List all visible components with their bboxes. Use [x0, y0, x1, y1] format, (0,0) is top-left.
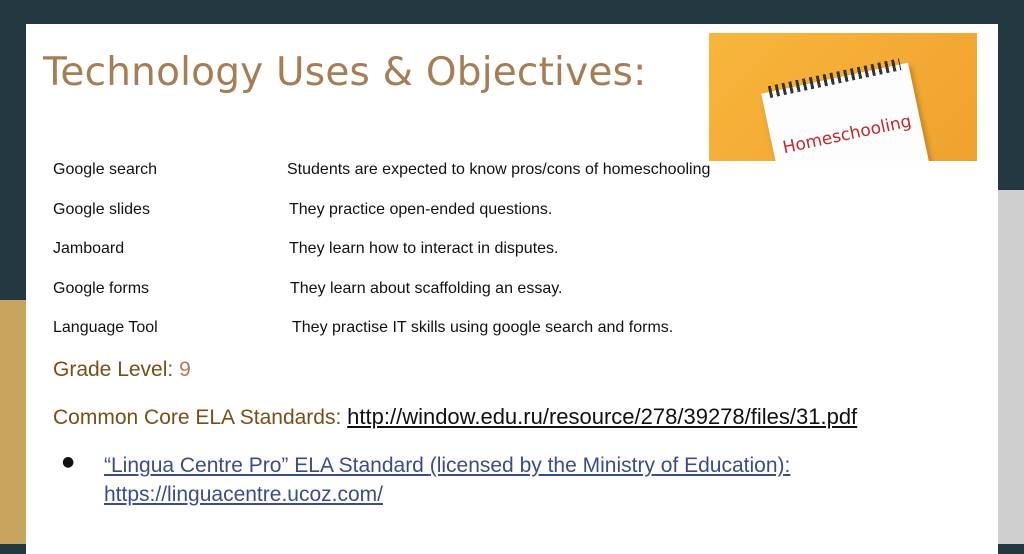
lingua-centre-link[interactable] [104, 451, 904, 509]
standards-link[interactable]: http://window.edu.ru/resource/278/39278/files/31.pdf [347, 404, 858, 429]
tool-name: Google slides [53, 201, 150, 218]
tool-objective: They learn how to interact in disputes. [289, 240, 559, 257]
tool-objective: Students are expected to know pros/cons of homeschooling [287, 161, 711, 178]
grade-level-label: Grade Level: [53, 358, 180, 381]
tool-objective: They practise IT skills using google search and forms. [292, 319, 674, 336]
notepad-caption: Homeschooling [780, 111, 914, 159]
grade-level [53, 358, 191, 382]
grade-level-value: 9 [179, 358, 191, 381]
lingua-centre-link-line1[interactable]: “Lingua Centre Pro” ELA Standard (licensed by the Ministry of Education): [104, 454, 791, 477]
bullet-icon: ● [62, 454, 75, 470]
spiral-binding [768, 58, 902, 98]
notepad-graphic [761, 63, 931, 161]
homeschooling-image [709, 33, 977, 161]
slide [26, 24, 998, 554]
tool-objective: They learn about scaffolding an essay. [290, 280, 563, 297]
tool-name: Google search [53, 161, 158, 178]
standards-label: Common Core ELA Standards: [53, 406, 348, 429]
slide-title: Technology Uses & Objectives: [43, 50, 647, 95]
tool-name: Language Tool [53, 319, 158, 336]
standards-line [53, 404, 857, 430]
tool-objective: They practice open-ended questions. [289, 201, 553, 218]
lingua-centre-link-line2[interactable]: https://linguacentre.ucoz.com/ [104, 483, 383, 506]
tool-name: Jamboard [53, 240, 125, 257]
tool-name: Google forms [53, 280, 150, 297]
